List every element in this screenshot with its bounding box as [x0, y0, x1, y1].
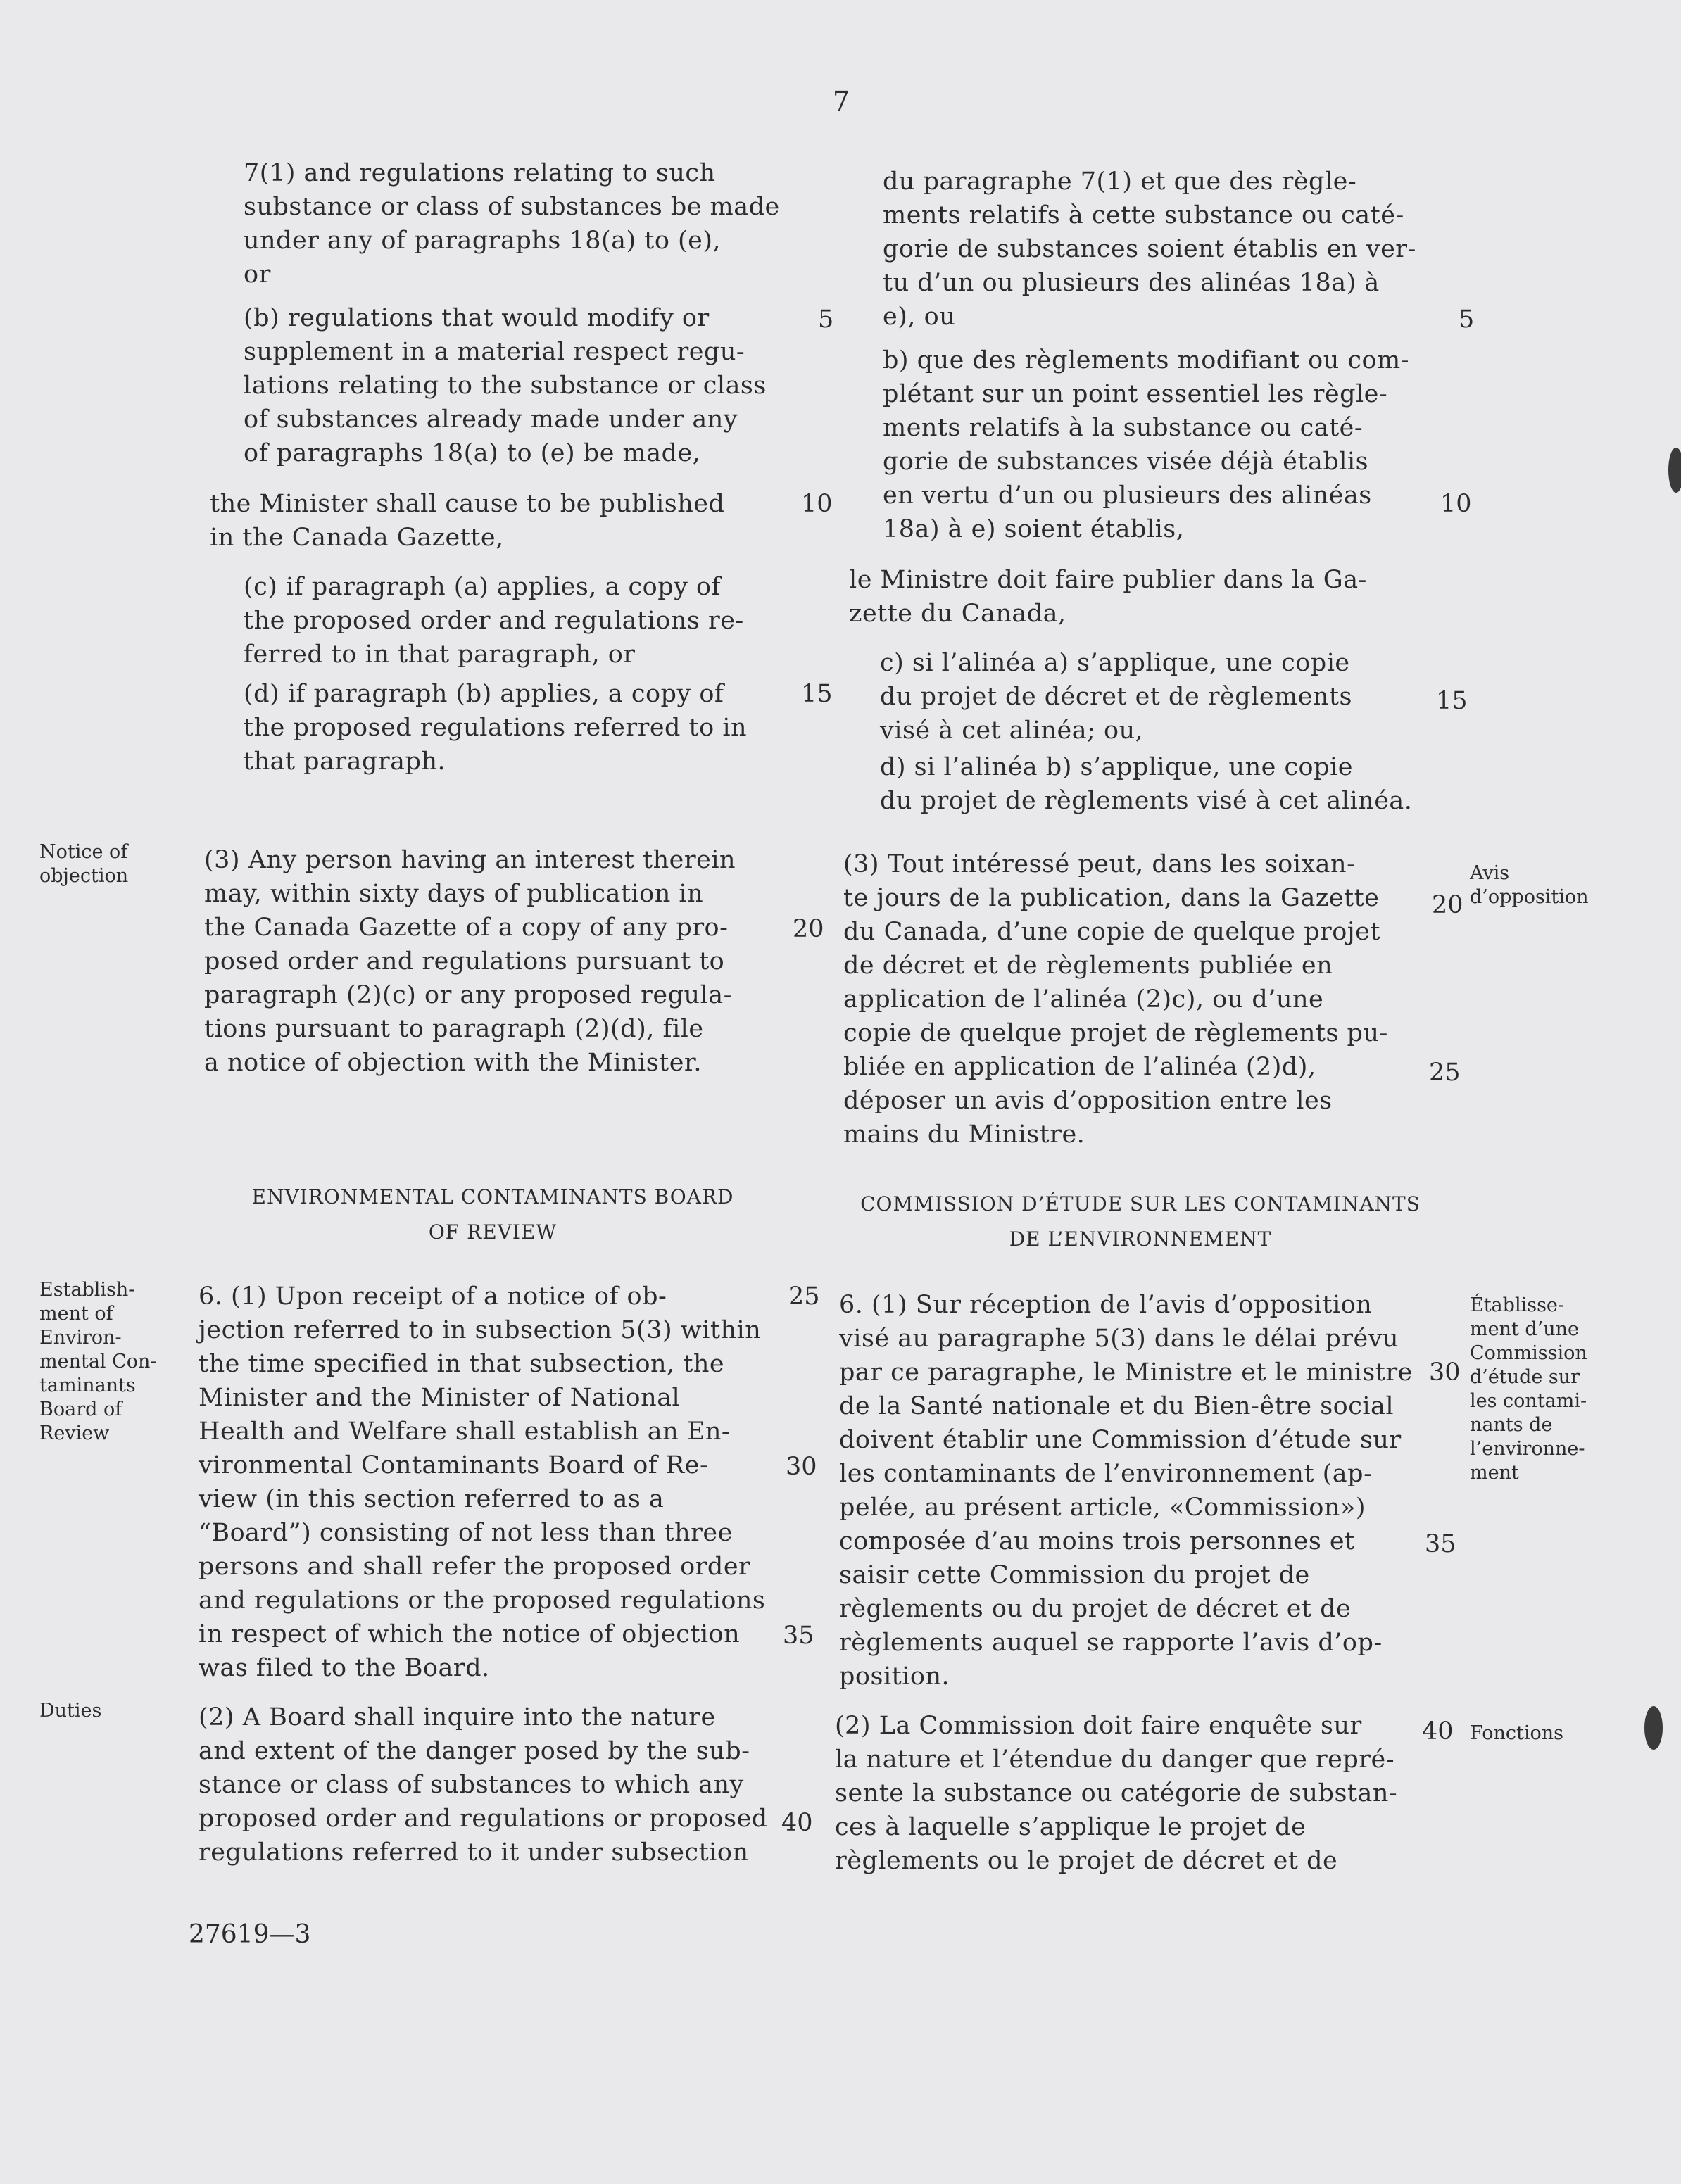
en-line-number: 40: [781, 1809, 813, 1837]
en-line-number: 25: [788, 1282, 820, 1311]
en-section-heading: ENVIRONMENTAL CONTAMINANTS BOARD OF REVIEW: [251, 1185, 734, 1244]
en-paragraph-minister: the Minister shall cause to be published in the Canada Gazette,: [210, 490, 725, 552]
en-paragraph-c: (c) if paragraph (a) applies, a copy of the proposed order and regulations re- ferred to in that paragraph, or: [244, 573, 744, 669]
fr-line-number: 20: [1432, 891, 1463, 919]
en-paragraph-d: (d) if paragraph (b) applies, a copy of the proposed regulations referred to in that paragraph.: [244, 680, 748, 776]
en-line-number: 10: [801, 490, 833, 518]
page-number: 7: [832, 86, 850, 117]
fr-line-number: 15: [1436, 687, 1468, 715]
en-line-number: 20: [793, 915, 824, 943]
margin-note-etablissement: Établisse- ment d’une Commission d’étude sur les contami- nants de l’environne- ment: [1470, 1294, 1587, 1484]
en-line-number: 15: [801, 680, 833, 708]
fr-line-number: 5: [1459, 305, 1475, 334]
fr-line-number: 30: [1429, 1358, 1461, 1387]
fr-section-heading: COMMISSION D’ÉTUDE SUR LES CONTAMINANTS DE L’ENVIRONNEMENT: [860, 1192, 1421, 1251]
fr-paragraph-c: c) si l’alinéa a) s’applique, une copie du projet de décret et de règlements visé à cet alinéa; ou,: [880, 649, 1353, 745]
en-line-number: 5: [818, 305, 834, 334]
fr-line-number: 35: [1425, 1530, 1456, 1558]
page-footer-code: 27619—3: [189, 1920, 311, 1949]
en-line-number: 35: [783, 1622, 814, 1650]
fr-line-number: 40: [1422, 1717, 1454, 1746]
fr-section-6-1: 6. (1) Sur réception de l’avis d’opposition visé au paragraphe 5(3) dans le délai prévu par ce paragraphe, le Ministre et le ministre de la Santé nationale et du Bien-être social doivent établir une Commission d’étude sur les contaminants de l’environnement (ap- pelée, au présent article, «Commission») composée d’au moins trois personnes et saisir cette Commission du projet de règlements ou du projet de décret et de règlements auquel se rapporte l’avis d’op- position.: [839, 1291, 1413, 1691]
en-section-6-2: (2) A Board shall inquire into the nature and extent of the danger posed by the sub- stance or class of substances to which any proposed order and regulations or proposed regulations referred to it under subsection: [199, 1703, 768, 1867]
margin-note-fonctions: Fonctions: [1470, 1722, 1564, 1744]
fr-subsection-3: (3) Tout intéressé peut, dans les soixan- te jours de la publication, dans la Gazette du Canada, d’une copie de quelque projet de décret et de règlements publiée en application de l’alinéa (2)c), ou d’une copie de quelque projet de règlements pu- bliée en application de l’alinéa (2)d), déposer un avis d’opposition entre les mains du Ministre.: [843, 850, 1388, 1149]
fr-line-number: 10: [1440, 490, 1472, 518]
en-paragraph-a-continued: 7(1) and regulations relating to such substance or class of substances be made under any of paragraphs 18(a) to (e), or: [244, 159, 780, 289]
en-section-6-1: 6. (1) Upon receipt of a notice of ob- jection referred to in subsection 5(3) within the time specified in that subsection, the Minister and the Minister of National Health and Welfare shall establish an En- vironmental Contaminants Board of Re- view (in this section referred to as a “Board”) consisting of not less than three persons and shall refer the proposed order and regulations or the proposed regulations in respect of which the notice of objection was filed to the Board.: [199, 1282, 766, 1682]
en-line-number: 30: [786, 1453, 817, 1481]
fr-paragraph-ministre: le Ministre doit faire publier dans la Ga- zette du Canada,: [849, 566, 1367, 628]
margin-note-avis: Avis d’opposition: [1470, 862, 1589, 908]
fr-paragraph-a-continued: du paragraphe 7(1) et que des règle- ments relatifs à cette substance ou caté- gorie de substances soient établis en ver- tu d’un ou plusieurs des alinéas 18a) à e), ou: [883, 168, 1416, 331]
en-subsection-3: (3) Any person having an interest therein may, within sixty days of publication in the Canada Gazette of a copy of any pro- posed order and regulations pursuant to paragraph (2)(c) or any proposed regula- tions pursuant to paragraph (2)(d), file a notice of objection with the Minister.: [204, 846, 736, 1077]
fr-section-6-2: (2) La Commission doit faire enquête sur la nature et l’étendue du danger que repré- sente la substance ou catégorie de substan- ces à laquelle s’applique le projet de règlements ou le projet de décret et de: [835, 1712, 1398, 1875]
fr-line-number: 25: [1429, 1059, 1461, 1087]
margin-note-duties: Duties: [39, 1700, 102, 1722]
en-paragraph-b: (b) regulations that would modify or supplement in a material respect regu- lations relating to the substance or class of substances already made under any of paragraphs 18(a) to (e) be made,: [244, 304, 767, 467]
margin-note-notice-of-objection: Notice of objection: [39, 841, 129, 887]
fr-paragraph-b: b) que des règlements modifiant ou com- plétant sur un point essentiel les règle- ments relatifs à la substance ou caté- gorie de substances visée déjà établis en vertu d’un ou plusieurs des alinéas 18a) à e) soient établis,: [883, 346, 1410, 543]
binding-hole-mark: [1668, 448, 1681, 493]
fr-paragraph-d: d) si l’alinéa b) s’applique, une copie du projet de règlements visé à cet alinéa.: [880, 753, 1413, 815]
binding-hole-mark: [1644, 1706, 1663, 1750]
margin-note-establishment: Establish- ment of Environ- mental Con- taminants Board of Review: [39, 1279, 157, 1444]
